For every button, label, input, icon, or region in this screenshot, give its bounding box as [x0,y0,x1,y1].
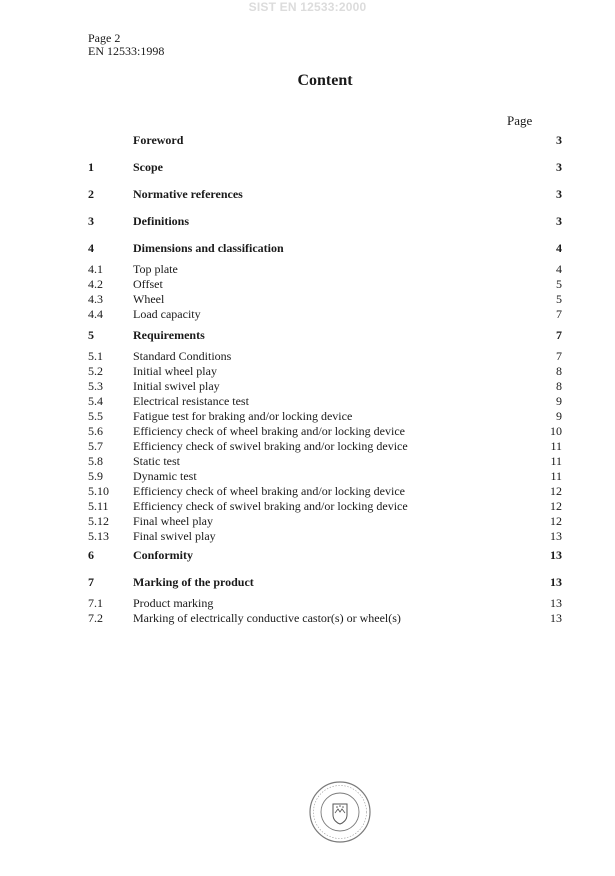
toc-row [0,379,615,394]
toc-page-number: 13 [550,575,562,589]
toc-section-title: Dynamic test [133,469,197,483]
toc-section-title: Marking of the product [133,575,254,589]
toc-page-number: 8 [556,364,562,378]
toc-row [0,364,615,379]
toc-section-title: Product marking [133,596,214,610]
toc-section-title: Fatigue test for braking and/or locking device [133,409,353,423]
toc-section-number: 5.11 [88,499,109,513]
toc-section-title: Wheel [133,292,165,306]
toc-section-number: 5.6 [88,424,103,438]
toc-page-number: 3 [556,160,562,174]
toc-section-number: 5.3 [88,379,103,393]
toc-section-number: 4.1 [88,262,103,276]
page-header [88,32,164,58]
standard-id: EN 12533:1998 [88,44,165,58]
toc-row [0,133,615,148]
toc-page-number: 3 [556,187,562,201]
page-column-label: Page [507,113,533,128]
toc-section-number: 5.1 [88,349,103,363]
toc-row [0,187,615,202]
toc-section-title: Normative references [133,187,243,201]
toc-page-number: 7 [556,349,562,363]
toc-section-title: Efficiency check of swivel braking and/or locking device [133,499,408,513]
toc-row [0,394,615,409]
toc-page-number: 13 [550,611,562,625]
page-number: Page 2 [88,31,121,45]
toc-section-title: Final wheel play [133,514,213,528]
toc-page-number: 13 [550,548,562,562]
toc-row [0,214,615,229]
toc-section-number: 5.4 [88,394,103,408]
page-title: Content [297,72,353,89]
toc-row [0,328,615,343]
toc-page-number: 11 [550,454,562,468]
toc-row [0,469,615,484]
toc-page-number: 5 [556,292,562,306]
toc-section-title: Electrical resistance test [133,394,249,408]
toc-section-title: Standard Conditions [133,349,232,363]
toc-row [0,241,615,256]
toc-section-title: Efficiency check of wheel braking and/or locking device [133,424,405,438]
toc-page-number: 13 [550,596,562,610]
toc-page-number: 3 [556,214,562,228]
toc-row [0,484,615,499]
toc-section-number: 4.4 [88,307,103,321]
toc-section-number: 3 [88,214,94,228]
toc-row [0,596,615,611]
toc-row [0,499,615,514]
toc-section-number: 6 [88,548,94,562]
toc-section-title: Scope [133,160,163,174]
toc-row [0,424,615,439]
toc-section-number: 5.8 [88,454,103,468]
toc-section-title: Initial swivel play [133,379,220,393]
toc-section-title: Conformity [133,548,193,562]
toc-page-number: 13 [550,529,562,543]
toc-section-number: 4 [88,241,94,255]
toc-row [0,160,615,175]
toc-page-number: 12 [550,499,562,513]
toc-page-number: 9 [556,409,562,423]
toc-row [0,409,615,424]
toc-row [0,439,615,454]
toc-section-title: Definitions [133,214,190,228]
toc-row [0,548,615,563]
toc-section-number: 5.7 [88,439,103,453]
toc-page-number: 7 [556,307,562,321]
toc-row [0,277,615,292]
toc-row [0,514,615,529]
toc-row [0,611,615,626]
toc-page-number: 3 [556,133,562,147]
toc-section-number: 5.10 [88,484,109,498]
toc-section-number: 5 [88,328,94,342]
toc-page-number: 4 [556,241,562,255]
toc-section-title: Marking of electrically conductive castor(s) or wheel(s) [133,611,401,625]
toc-row [0,262,615,277]
toc-section-number: 5.12 [88,514,109,528]
toc-section-number: 5.2 [88,364,103,378]
toc-row [0,454,615,469]
toc-section-number: 7.1 [88,596,103,610]
toc-section-number: 5.13 [88,529,109,543]
toc-page-number: 12 [550,484,562,498]
toc-section-number: 5.9 [88,469,103,483]
toc-section-title: Static test [133,454,180,468]
toc-page-number: 10 [550,424,562,438]
toc-section-title: Requirements [133,328,205,342]
toc-section-title: Initial wheel play [133,364,217,378]
toc-section-number: 2 [88,187,94,201]
toc-section-number: 7 [88,575,94,589]
toc-section-title: Offset [133,277,163,291]
toc-page-number: 11 [550,469,562,483]
toc-section-number: 4.2 [88,277,103,291]
toc-section-number: 7.2 [88,611,103,625]
watermark: SIST EN 12533:2000 [248,0,367,14]
toc-section-title: Load capacity [133,307,201,321]
toc-section-title: Dimensions and classification [133,241,284,255]
toc-section-title: Efficiency check of wheel braking and/or locking device [133,484,405,498]
toc-section-title: Final swivel play [133,529,216,543]
toc-section-title: Top plate [133,262,178,276]
toc-section-number: 1 [88,160,94,174]
toc-section-title: Foreword [133,133,184,147]
toc-page-number: 5 [556,277,562,291]
toc-row [0,292,615,307]
official-seal [308,780,372,844]
toc-page-number: 12 [550,514,562,528]
toc-row [0,307,615,322]
toc-row [0,575,615,590]
toc-page-number: 8 [556,379,562,393]
toc-page-number: 4 [556,262,562,276]
toc-page-number: 9 [556,394,562,408]
toc-page-number: 7 [556,328,562,342]
toc-row [0,349,615,364]
toc-row [0,529,615,544]
toc-section-number: 4.3 [88,292,103,306]
toc-page-number: 11 [550,439,562,453]
toc-section-number: 5.5 [88,409,103,423]
toc-section-title: Efficiency check of swivel braking and/or locking device [133,439,408,453]
